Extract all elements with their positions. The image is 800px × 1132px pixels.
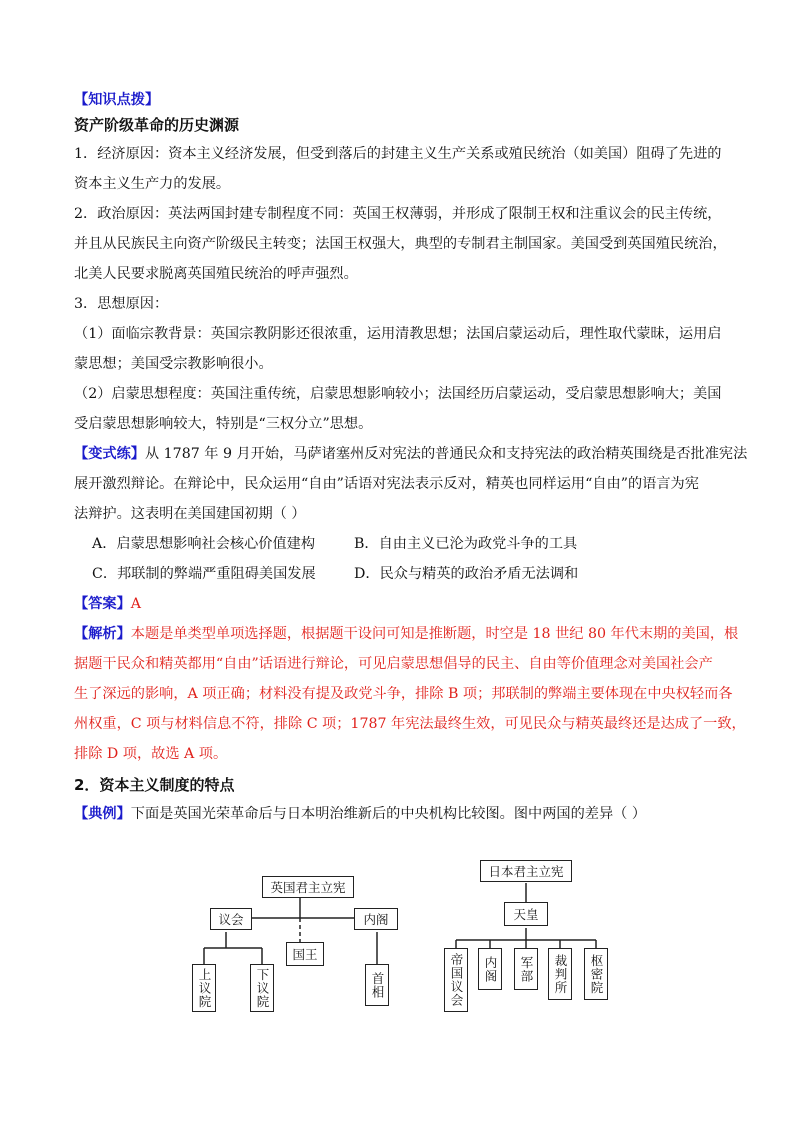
paragraph-political-2: 并且从民族民主向资产阶级民主转变；法国王权强大，典型的专制君主制国家。美国受到英国殖民统治， bbox=[74, 236, 727, 252]
option-a[interactable]: A．启蒙思想影响社会核心价值建构 bbox=[92, 536, 316, 552]
question-line-1 bbox=[74, 442, 748, 466]
analysis-tag: 【解析】 bbox=[74, 626, 131, 642]
jp-title-box: 日本君主立宪 bbox=[480, 860, 572, 882]
jp-emperor-box: 天皇 bbox=[504, 902, 548, 926]
section2-title: 2．资本主义制度的特点 bbox=[74, 776, 235, 794]
paragraph-religion-1: （1）面临宗教背景：英国宗教阴影还很浓重，运用清教思想；法国启蒙运动后，理性取代蒙昧，运用启 bbox=[74, 326, 722, 342]
jp-court-box: 裁判所 bbox=[548, 948, 572, 1000]
document-body bbox=[74, 88, 748, 826]
answer-tag: 【答案】 bbox=[74, 596, 131, 612]
paragraph-economic-2: 资本主义生产力的发展。 bbox=[74, 176, 231, 192]
analysis-line-5: 排除 D 项，故选 A 项。 bbox=[74, 746, 228, 762]
jp-army-box: 军部 bbox=[514, 948, 538, 990]
uk-cabinet-box: 内阁 bbox=[354, 908, 398, 930]
jp-cabinet-box: 内阁 bbox=[478, 948, 502, 990]
uk-pm-box: 首相 bbox=[365, 964, 389, 1006]
paragraph-political-1: 2．政治原因：英法两国封建专制程度不同：英国王权薄弱，并形成了限制王权和注重议会的民主传统， bbox=[74, 206, 722, 222]
analysis-line-1 bbox=[74, 622, 739, 646]
example-text: 下面是英国光荣革命后与日本明治维新后的中央机构比较图。图中两国的差异（ ） bbox=[130, 806, 647, 822]
practice-tag: 【变式练】 bbox=[74, 446, 145, 462]
paragraph-enlightenment-2: 受启蒙思想影响较大，特别是“三权分立”思想。 bbox=[74, 416, 373, 432]
knowledge-tag: 【知识点拨】 bbox=[74, 92, 160, 108]
analysis-line-2: 据题干民众和精英都用“自由”话语进行辩论，可见启蒙思想倡导的民主、自由等价值理念对美国社会产 bbox=[74, 656, 713, 672]
comparison-diagram bbox=[190, 852, 630, 1012]
paragraph-economic-1: 1．经济原因：资本主义经济发展，但受到落后的封建主义生产关系或殖民统治（如美国）阻碍了先进的 bbox=[74, 146, 722, 162]
paragraph-political-3: 北美人民要求脱离英国殖民统治的呼声强烈。 bbox=[74, 266, 358, 282]
paragraph-religion-2: 蒙思想；美国受宗教影响很小。 bbox=[74, 356, 273, 372]
answer-value: A bbox=[130, 596, 142, 612]
options-row-2 bbox=[74, 562, 734, 586]
example-tag: 【典例】 bbox=[74, 806, 131, 822]
analysis-line-4: 州权重，C 项与材料信息不符，排除 C 项；1787 年宪法最终生效，可见民众与精英最终还是达成了一致， bbox=[74, 716, 746, 732]
question-text-1: 从 1787 年 9 月开始，马萨诸塞州反对宪法的普通民众和支持宪法的政治精英围绕是否批准宪法 bbox=[144, 446, 748, 462]
paragraph-enlightenment-1: （2）启蒙思想程度：英国注重传统，启蒙思想影响较小；法国经历启蒙运动，受启蒙思想影响大；美国 bbox=[74, 386, 722, 402]
option-c[interactable]: C．邦联制的弊端严重阻碍美国发展 bbox=[92, 566, 316, 582]
option-d[interactable]: D．民众与精英的政治矛盾无法调和 bbox=[354, 566, 579, 582]
uk-title-box: 英国君主立宪 bbox=[262, 876, 354, 898]
analysis-line-3: 生了深远的影响，A 项正确；材料没有提及政党斗争，排除 B 项；邦联制的弊端主要体现在中央权轻而各 bbox=[74, 686, 733, 702]
uk-upper-house-box: 上议院 bbox=[192, 964, 216, 1012]
question-line-3: 法辩护。这表明在美国建国初期（ ） bbox=[74, 506, 306, 522]
paragraph-thought: 3．思想原因： bbox=[74, 296, 169, 312]
jp-privy-council-box: 枢密院 bbox=[584, 948, 608, 1000]
options-row-1 bbox=[74, 532, 734, 556]
uk-lower-house-box: 下议院 bbox=[250, 964, 274, 1012]
uk-parliament-box: 议会 bbox=[210, 908, 252, 930]
jp-diet-box: 帝国议会 bbox=[444, 948, 468, 1012]
uk-king-box: 国王 bbox=[286, 942, 324, 966]
answer-line bbox=[74, 592, 734, 616]
section-title: 资产阶级革命的历史渊源 bbox=[74, 116, 240, 134]
example-line bbox=[74, 802, 734, 826]
question-line-2: 展开激烈辩论。在辩论中，民众运用“自由”话语对宪法表示反对，精英也同样运用“自由”的语言为宪 bbox=[74, 476, 699, 492]
option-b[interactable]: B．自由主义已沦为政党斗争的工具 bbox=[354, 536, 578, 552]
analysis-text-1: 本题是单类型单项选择题，根据题干设问可知是推断题，时空是 18 世纪 80 年代末期的美国，根 bbox=[130, 626, 739, 642]
